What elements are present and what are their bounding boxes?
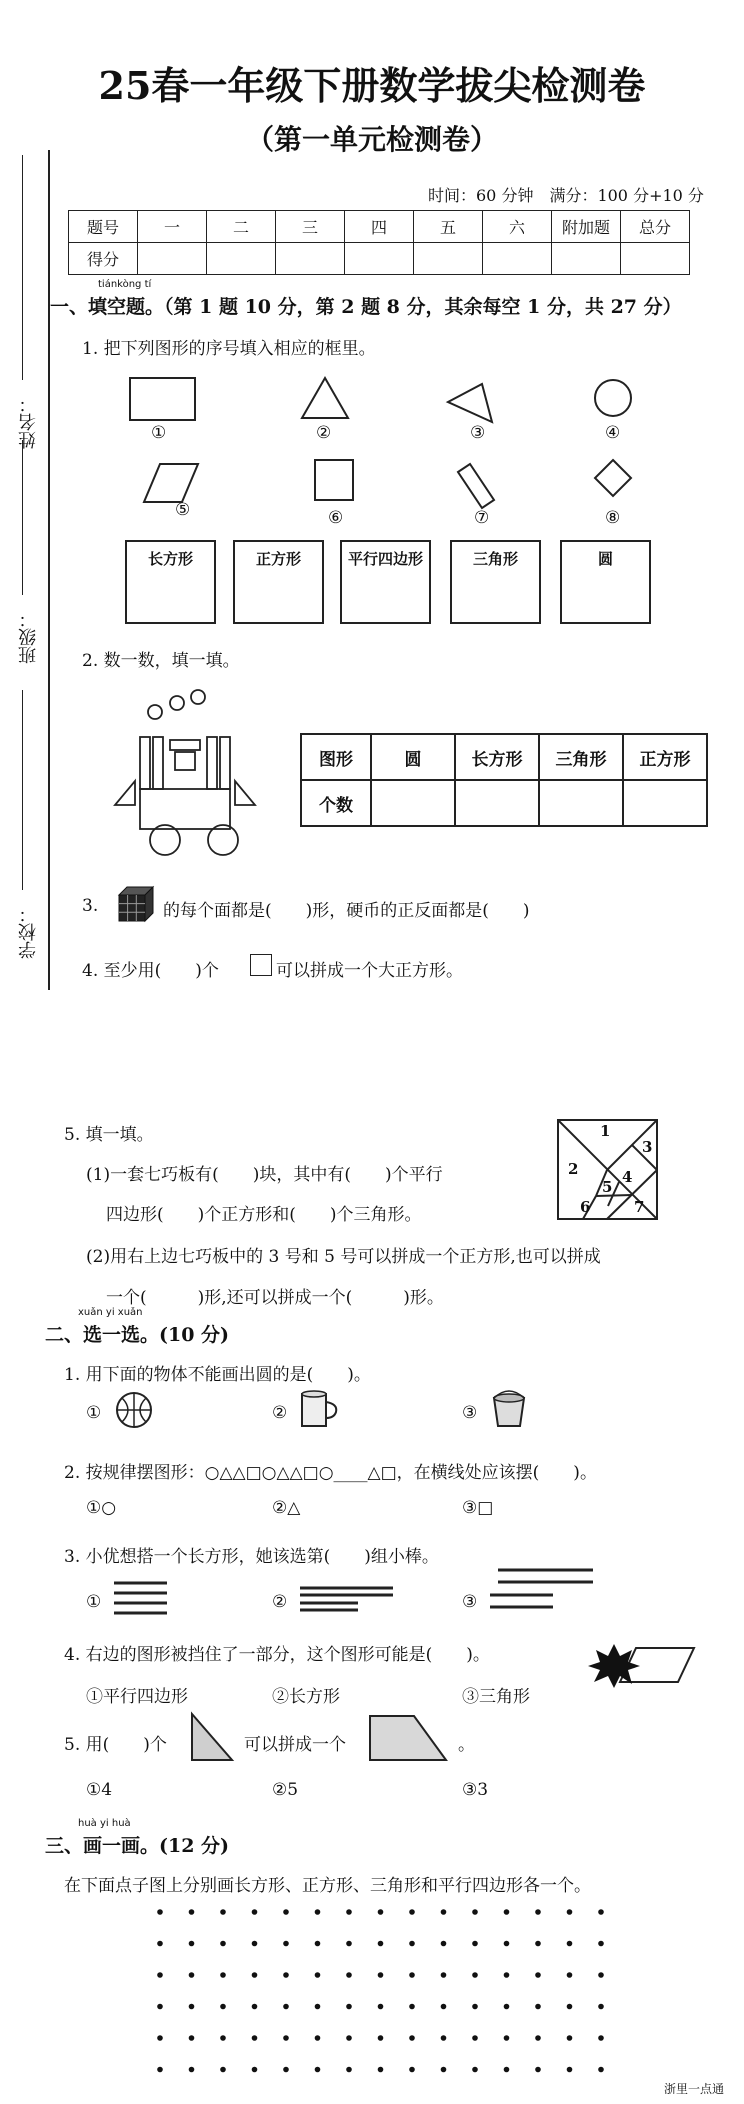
grid-dot (346, 1972, 352, 1978)
small-square-icon (250, 954, 272, 976)
grid-dot (472, 2004, 478, 2010)
roof-rect (170, 740, 200, 750)
q5-line1: (1)一套七巧板有( )块，其中有( )个平行 (86, 1165, 443, 1185)
tangram-number: 3 (642, 1138, 653, 1156)
s2-q1-option: ① (86, 1403, 102, 1423)
grid-dot (378, 2004, 384, 2010)
grid-dot (189, 2067, 195, 2073)
hidden-shape-figure (586, 1640, 696, 1690)
grid-dot (283, 2067, 289, 2073)
grid-dot (598, 1972, 604, 1978)
count-cell[interactable] (623, 780, 707, 826)
grid-dot (535, 1909, 541, 1915)
answer-box-triangle[interactable] (450, 540, 541, 624)
grid-dot (567, 1941, 573, 1947)
s2-q4-text: 4. 右边的图形被挡住了一部分，这个图形可能是( )。 (64, 1645, 490, 1665)
score-header-cell: 附加题 (552, 211, 621, 243)
grid-dot (220, 2067, 226, 2073)
q4-text-end: 可以拼成一个大正方形。 (276, 961, 463, 981)
box-label: 正方形 (255, 550, 301, 568)
answer-box-circle[interactable] (560, 540, 651, 624)
watermark: 浙里一点通 (664, 2082, 725, 2096)
grid-dot (220, 1972, 226, 1978)
window-square (175, 752, 195, 770)
grid-dot (315, 2035, 321, 2041)
grid-dot (472, 2035, 478, 2041)
grid-dot (567, 1972, 573, 1978)
grid-dot (441, 2035, 447, 2041)
grid-dot (283, 1909, 289, 1915)
cab-rect (220, 737, 230, 789)
grid-dot (378, 1972, 384, 1978)
grid-dot (315, 1909, 321, 1915)
answer-box-parallelogram[interactable] (340, 540, 431, 624)
grid-dot (157, 1972, 163, 1978)
grid-dot (441, 1972, 447, 1978)
grid-dot (252, 2004, 258, 2010)
score-cell[interactable] (552, 243, 621, 275)
grid-dot (504, 2067, 510, 2073)
grid-dot (441, 1909, 447, 1915)
grid-dot (157, 1909, 163, 1915)
count-table (300, 733, 708, 827)
shape-number: ⑥ (328, 508, 344, 528)
score-cell[interactable] (276, 243, 345, 275)
sticks-group-3 (488, 1565, 598, 1615)
grid-dot (535, 2004, 541, 2010)
count-row-label: 个数 (301, 780, 371, 826)
tangram-number: 4 (622, 1168, 633, 1186)
count-header: 三角形 (539, 734, 623, 780)
q3-text: 的每个面都是( )形，硬币的正反面都是( ) (163, 901, 530, 921)
section1-pinyin: tiánkòng tí (98, 279, 152, 290)
grid-dot (598, 2004, 604, 2010)
grid-dot (283, 1972, 289, 1978)
s2-q2-option: ③□ (462, 1498, 494, 1518)
cup-icon (298, 1388, 340, 1430)
grid-dot (315, 2067, 321, 2073)
shape-number: ① (151, 423, 167, 443)
box-label: 三角形 (472, 550, 518, 568)
triangle-shape (448, 384, 492, 422)
score-header-cell: 五 (414, 211, 483, 243)
s2-q3-option: ③ (462, 1592, 478, 1612)
count-cell[interactable] (371, 780, 455, 826)
grid-dot (598, 2035, 604, 2041)
binding-line (48, 150, 51, 990)
dot-grid[interactable] (150, 1900, 620, 2095)
grid-dot (504, 1909, 510, 1915)
count-header: 圆 (371, 734, 455, 780)
score-header-cell: 一 (138, 211, 207, 243)
grid-dot (315, 1972, 321, 1978)
answer-box-rectangle[interactable] (125, 540, 216, 624)
q3-number: 3. (82, 896, 99, 916)
score-cell[interactable] (483, 243, 552, 275)
grid-dot (472, 1909, 478, 1915)
body-triangle (115, 781, 135, 805)
section3-pinyin: huà yi huà (78, 1818, 131, 1829)
score-header-cell: 题号 (69, 211, 138, 243)
score-cell[interactable] (345, 243, 414, 275)
grid-dot (252, 2067, 258, 2073)
s2-q1-option: ③ (462, 1403, 478, 1423)
grid-dot (189, 1909, 195, 1915)
score-header-cell: 总分 (621, 211, 690, 243)
name-line (22, 155, 23, 380)
s2-q4-option: ②长方形 (272, 1687, 340, 1707)
rotated-rectangle-shape (458, 464, 494, 508)
q5-line4: 一个( )形,还可以拼成一个( )形。 (106, 1288, 444, 1308)
score-cell[interactable] (414, 243, 483, 275)
grid-dot (252, 1941, 258, 1947)
name-label: 姓名： (18, 395, 39, 449)
count-header: 图形 (301, 734, 371, 780)
grid-dot (504, 2035, 510, 2041)
grid-dot (220, 1941, 226, 1947)
grid-dot (409, 1941, 415, 1947)
tangram-number: 6 (580, 1198, 591, 1216)
grid-dot (567, 2067, 573, 2073)
s2-q2-option: ①○ (86, 1498, 117, 1518)
chimney-rect (153, 737, 163, 789)
grid-dot (409, 1909, 415, 1915)
grid-dot (315, 2004, 321, 2010)
grid-dot (409, 2035, 415, 2041)
grid-dot (378, 2067, 384, 2073)
class-label: 班级： (18, 610, 39, 664)
score-header-cell: 六 (483, 211, 552, 243)
score-cell[interactable] (621, 243, 690, 275)
grid-dot (220, 1909, 226, 1915)
s2-q5-text-mid: 可以拼成一个 (244, 1735, 346, 1755)
grid-dot (346, 1941, 352, 1947)
grid-dot (441, 2004, 447, 2010)
grid-dot (189, 2004, 195, 2010)
cab-rect (207, 737, 217, 789)
class-line (22, 440, 23, 595)
grid-dot (535, 1941, 541, 1947)
grid-dot (409, 2004, 415, 2010)
body-triangle (235, 781, 255, 805)
shape-number: ② (316, 423, 332, 443)
section2-pinyin: xuǎn yi xuǎn (78, 1307, 143, 1318)
school-label: 学校： (18, 905, 39, 959)
grid-dot (283, 2035, 289, 2041)
grid-dot (189, 1972, 195, 1978)
grid-dot (283, 2004, 289, 2010)
grid-dot (252, 1909, 258, 1915)
shape-number: ④ (605, 423, 621, 443)
s2-q5-option: ②5 (272, 1780, 299, 1800)
body-rect (140, 789, 230, 829)
score-header-cell: 四 (345, 211, 414, 243)
grid-dot (346, 2067, 352, 2073)
box-label: 圆 (597, 550, 613, 568)
score-row-label: 得分 (69, 243, 138, 275)
score-header-cell: 三 (276, 211, 345, 243)
s2-q4-option: ①平行四边形 (86, 1687, 188, 1707)
shape-number: ③ (470, 423, 486, 443)
s2-q5-option: ①4 (86, 1780, 113, 1800)
grid-dot (157, 2067, 163, 2073)
grid-dot (504, 1941, 510, 1947)
section2-heading: 二、选一选。(10 分) (45, 1324, 230, 1346)
smoke-circle (170, 696, 184, 710)
tangram-number: 1 (600, 1122, 611, 1140)
score-cell[interactable] (207, 243, 276, 275)
q4-text: 4. 至少用( )个 (82, 961, 219, 981)
s2-q1-option: ② (272, 1403, 288, 1423)
grid-dot (598, 1909, 604, 1915)
s2-q2-option: ②△ (272, 1498, 301, 1518)
rectangle-shape (130, 378, 195, 420)
sticks-group-1 (112, 1578, 172, 1618)
grid-dot (252, 1972, 258, 1978)
section3-heading: 三、画一画。(12 分) (45, 1835, 230, 1857)
small-triangle-icon (188, 1710, 236, 1765)
grid-dot (315, 1941, 321, 1947)
train-figure (105, 685, 285, 860)
bucket-icon (488, 1388, 530, 1430)
q2-text: 2. 数一数，填一填。 (82, 651, 240, 671)
q1-text: 1. 把下列图形的序号填入相应的框里。 (82, 339, 376, 359)
smoke-circle (191, 690, 205, 704)
tangram-number: 5 (602, 1178, 613, 1196)
grid-dot (283, 1941, 289, 1947)
school-line (22, 690, 23, 890)
count-header: 长方形 (455, 734, 539, 780)
box-label: 长方形 (147, 550, 193, 568)
grid-dot (409, 1972, 415, 1978)
grid-dot (252, 2035, 258, 2041)
grid-dot (567, 2035, 573, 2041)
page-title: 25春一年级下册数学拔尖检测卷 (98, 63, 646, 108)
grid-dot (220, 2035, 226, 2041)
score-cell[interactable] (138, 243, 207, 275)
shape-number: ⑤ (175, 500, 191, 520)
box-label: 平行四边形 (347, 550, 423, 568)
grid-dot (441, 2067, 447, 2073)
grid-dot (535, 1972, 541, 1978)
section1-heading: 一、填空题。（第 1 题 10 分，第 2 题 8 分，其余每空 1 分，共 27 分） (50, 296, 682, 318)
grid-dot (157, 2004, 163, 2010)
count-header: 正方形 (623, 734, 707, 780)
time-info: 时间：60 分钟 满分：100 分+10 分 (428, 186, 704, 205)
grid-dot (598, 2067, 604, 2073)
parallelogram-shape (144, 464, 198, 502)
rubiks-cube-icon (115, 883, 155, 923)
rhombus-shape (595, 460, 631, 496)
grid-dot (567, 1909, 573, 1915)
basketball-icon (114, 1390, 154, 1430)
grid-dot (189, 1941, 195, 1947)
grid-dot (346, 2035, 352, 2041)
grid-dot (504, 1972, 510, 1978)
score-header-cell: 二 (207, 211, 276, 243)
answer-box-square[interactable] (233, 540, 324, 624)
s2-q5-option: ③3 (462, 1780, 489, 1800)
grid-dot (409, 2067, 415, 2073)
grid-dot (504, 2004, 510, 2010)
s2-q3-text: 3. 小优想搭一个长方形，她该选第( )组小棒。 (64, 1547, 439, 1567)
s2-q3-option: ① (86, 1592, 102, 1612)
grid-dot (441, 1941, 447, 1947)
grid-dot (567, 2004, 573, 2010)
q5-text: 5. 填一填。 (64, 1125, 154, 1145)
grid-dot (598, 1941, 604, 1947)
grid-dot (535, 2067, 541, 2073)
s2-q3-option: ② (272, 1592, 288, 1612)
grid-dot (220, 2004, 226, 2010)
shape-number: ⑧ (605, 508, 621, 528)
s2-q4-option: ③三角形 (462, 1687, 530, 1707)
q1-shapes (120, 372, 680, 537)
chimney-rect (140, 737, 150, 789)
shape-number: ⑦ (474, 508, 490, 528)
grid-dot (157, 2035, 163, 2041)
grid-dot (472, 1941, 478, 1947)
s2-q1-text: 1. 用下面的物体不能画出圆的是( )。 (64, 1365, 371, 1385)
q5-line2: 四边形( )个正方形和( )个三角形。 (106, 1205, 422, 1225)
grid-dot (189, 2035, 195, 2041)
grid-dot (378, 2035, 384, 2041)
s3-text: 在下面点子图上分别画长方形、正方形、三角形和平行四边形各一个。 (64, 1876, 591, 1896)
count-cell[interactable] (539, 780, 623, 826)
page-subtitle: （第一单元检测卷） (245, 123, 498, 156)
s2-q2-text: 2. 按规律摆图形：○△△□○△△□○____△□，在横线处应该摆( )。 (64, 1463, 597, 1483)
tangram-number: 2 (568, 1160, 579, 1178)
score-table (68, 210, 690, 275)
grid-dot (346, 2004, 352, 2010)
triangle-shape (302, 378, 348, 418)
count-cell[interactable] (455, 780, 539, 826)
grid-dot (472, 1972, 478, 1978)
grid-dot (472, 2067, 478, 2073)
tangram-number: 7 (634, 1198, 645, 1216)
circle-shape (595, 380, 631, 416)
grid-dot (535, 2035, 541, 2041)
square-shape (315, 460, 353, 500)
grid-dot (346, 1909, 352, 1915)
grid-dot (378, 1941, 384, 1947)
sticks-group-2 (298, 1583, 398, 1613)
trapezoid-icon (366, 1712, 450, 1764)
s2-q5-text: 5. 用( )个 (64, 1735, 167, 1755)
smoke-circle (148, 705, 162, 719)
q5-line3: (2)用右上边七巧板中的 3 号和 5 号可以拼成一个正方形,也可以拼成 (86, 1247, 601, 1267)
grid-dot (157, 1941, 163, 1947)
s2-q5-text-end: 。 (458, 1735, 475, 1755)
grid-dot (378, 1909, 384, 1915)
